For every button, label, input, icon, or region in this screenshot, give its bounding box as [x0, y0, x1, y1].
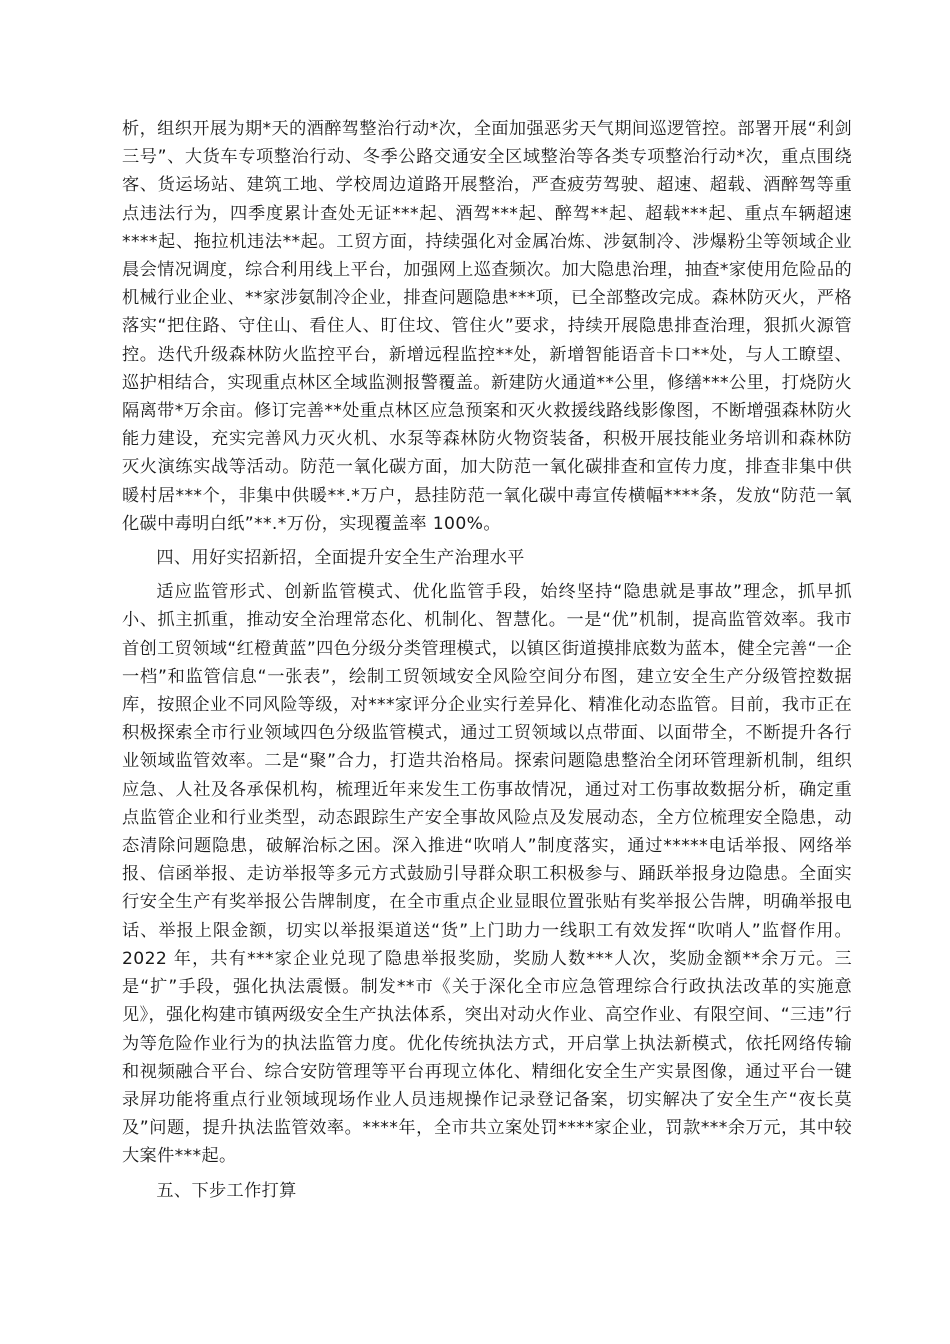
document-body	[122, 115, 852, 1205]
body-paragraph-continued: 析，组织开展为期*天的酒醉驾整治行动*次，全面加强恶劣天气期间巡逻管控。部署开展“利剑三号”、大货车专项整治行动、冬季公路交通安全区域整治等各类专项整治行动*次，重点围绕客、货运场站、建筑工地、学校周边道路开展整治，严查疲劳驾驶、超速、超载、酒醉驾等重点违法行为，四季度累计查处无证***起、酒驾***起、醉驾**起、超载***起、重点车辆超速****起、拖拉机违法**起。工贸方面，持续强化对金属冶炼、涉氨制冷、涉爆粉尘等领域企业晨会情况调度，综合利用线上平台，加强网上巡查频次。加大隐患治理，抽查*家使用危险品的机械行业企业、**家涉氨制冷企业，排查问题隐患***项，已全部整改完成。森林防灭火，严格落实“把住路、守住山、看住人、盯住坟、管住火”要求，持续开展隐患排查治理，狠抓火源管控。迭代升级森林防火监控平台，新增远程监控**处，新增智能语音卡口**处，与人工瞭望、巡护相结合，实现重点林区全域监测报警覆盖。新建防火通道**公里，修缮***公里，打烧防火隔离带*万余亩。修订完善**处重点林区应急预案和灭火救援线路线影像图，不断增强森林防火能力建设，充实完善风力灭火机、水泵等森林防火物资装备，积极开展技能业务培训和森林防灭火演练实战等活动。防范一氧化碳方面，加大防范一氧化碳排查和宣传力度，排查非集中供暖村居***个，非集中供暖**.*万户，悬挂防范一氧化碳中毒宣传横幅****条，发放“防范一氧化碳中毒明白纸”**.*万份，实现覆盖率 100%。	[122, 119, 852, 534]
body-paragraph: 适应监管形式、创新监管模式、优化监管手段，始终坚持“隐患就是事故”理念，抓早抓小、抓主抓重，推动安全治理常态化、机制化、智慧化。一是“优”机制，提高监管效率。我市首创工贸领域“红橙黄蓝”四色分级分类管理模式，以镇区街道摸排底数为蓝本，健全完善“一企一档”和监管信息“一张表”，绘制工贸领域安全风险空间分布图，建立安全生产分级管控数据库，按照企业不同风险等级，对***家评分企业实行差异化、精准化动态监管。目前，我市正在积极探索全市行业领域四色分级监管模式，通过工贸领域以点带面、以面带全，不断提升各行业领域监管效率。二是“聚”合力，打造共治格局。探索问题隐患整治全闭环管理新机制，组织应急、人社及各承保机构，梳理近年来发生工伤事故情况，通过对工伤事故数据分析，确定重点监管企业和行业类型，动态跟踪生产安全事故风险点及发展动态，全方位梳理安全隐患，动态清除问题隐患，破解治标之困。深入推进“吹哨人”制度落实，通过*****电话举报、网络举报、信函举报、走访举报等多元方式鼓励引导群众职工积极参与、踊跃举报身边隐患。全面实行安全生产有奖举报公告牌制度，在全市重点企业显眼位置张贴有奖举报公告牌，明确举报电话、举报上限金额，切实以举报渠道送“货”上门助力一线职工有效发挥“吹哨人”监督作用。2022 年，共有***家企业兑现了隐患举报奖励，奖励人数***人次，奖励金额**余万元。三是“扩”手段，强化执法震慑。制发**市《关于深化全市应急管理综合行政执法改革的实施意见》，强化构建市镇两级安全生产执法体系，突出对动火作业、高空作业、有限空间、“三违”行为等危险作业行为的执法监管力度。优化传统执法方式，开启掌上执法新模式，依托网络传输和视频融合平台、综合安防管理等平台再现立体化、精细化安全生产实景图像，通过平台一键录屏功能将重点行业领域现场作业人员违规操作记录登记备案，切实解决了安全生产“夜长莫及”问题，提升执法监管效率。****年，全市共立案处罚****家企业，罚款***余万元，其中较大案件***起。	[122, 582, 852, 1167]
section-heading-four: 四、用好实招新招，全面提升安全生产治理水平	[156, 548, 525, 569]
section-heading-five: 五、下步工作打算	[156, 1180, 297, 1201]
